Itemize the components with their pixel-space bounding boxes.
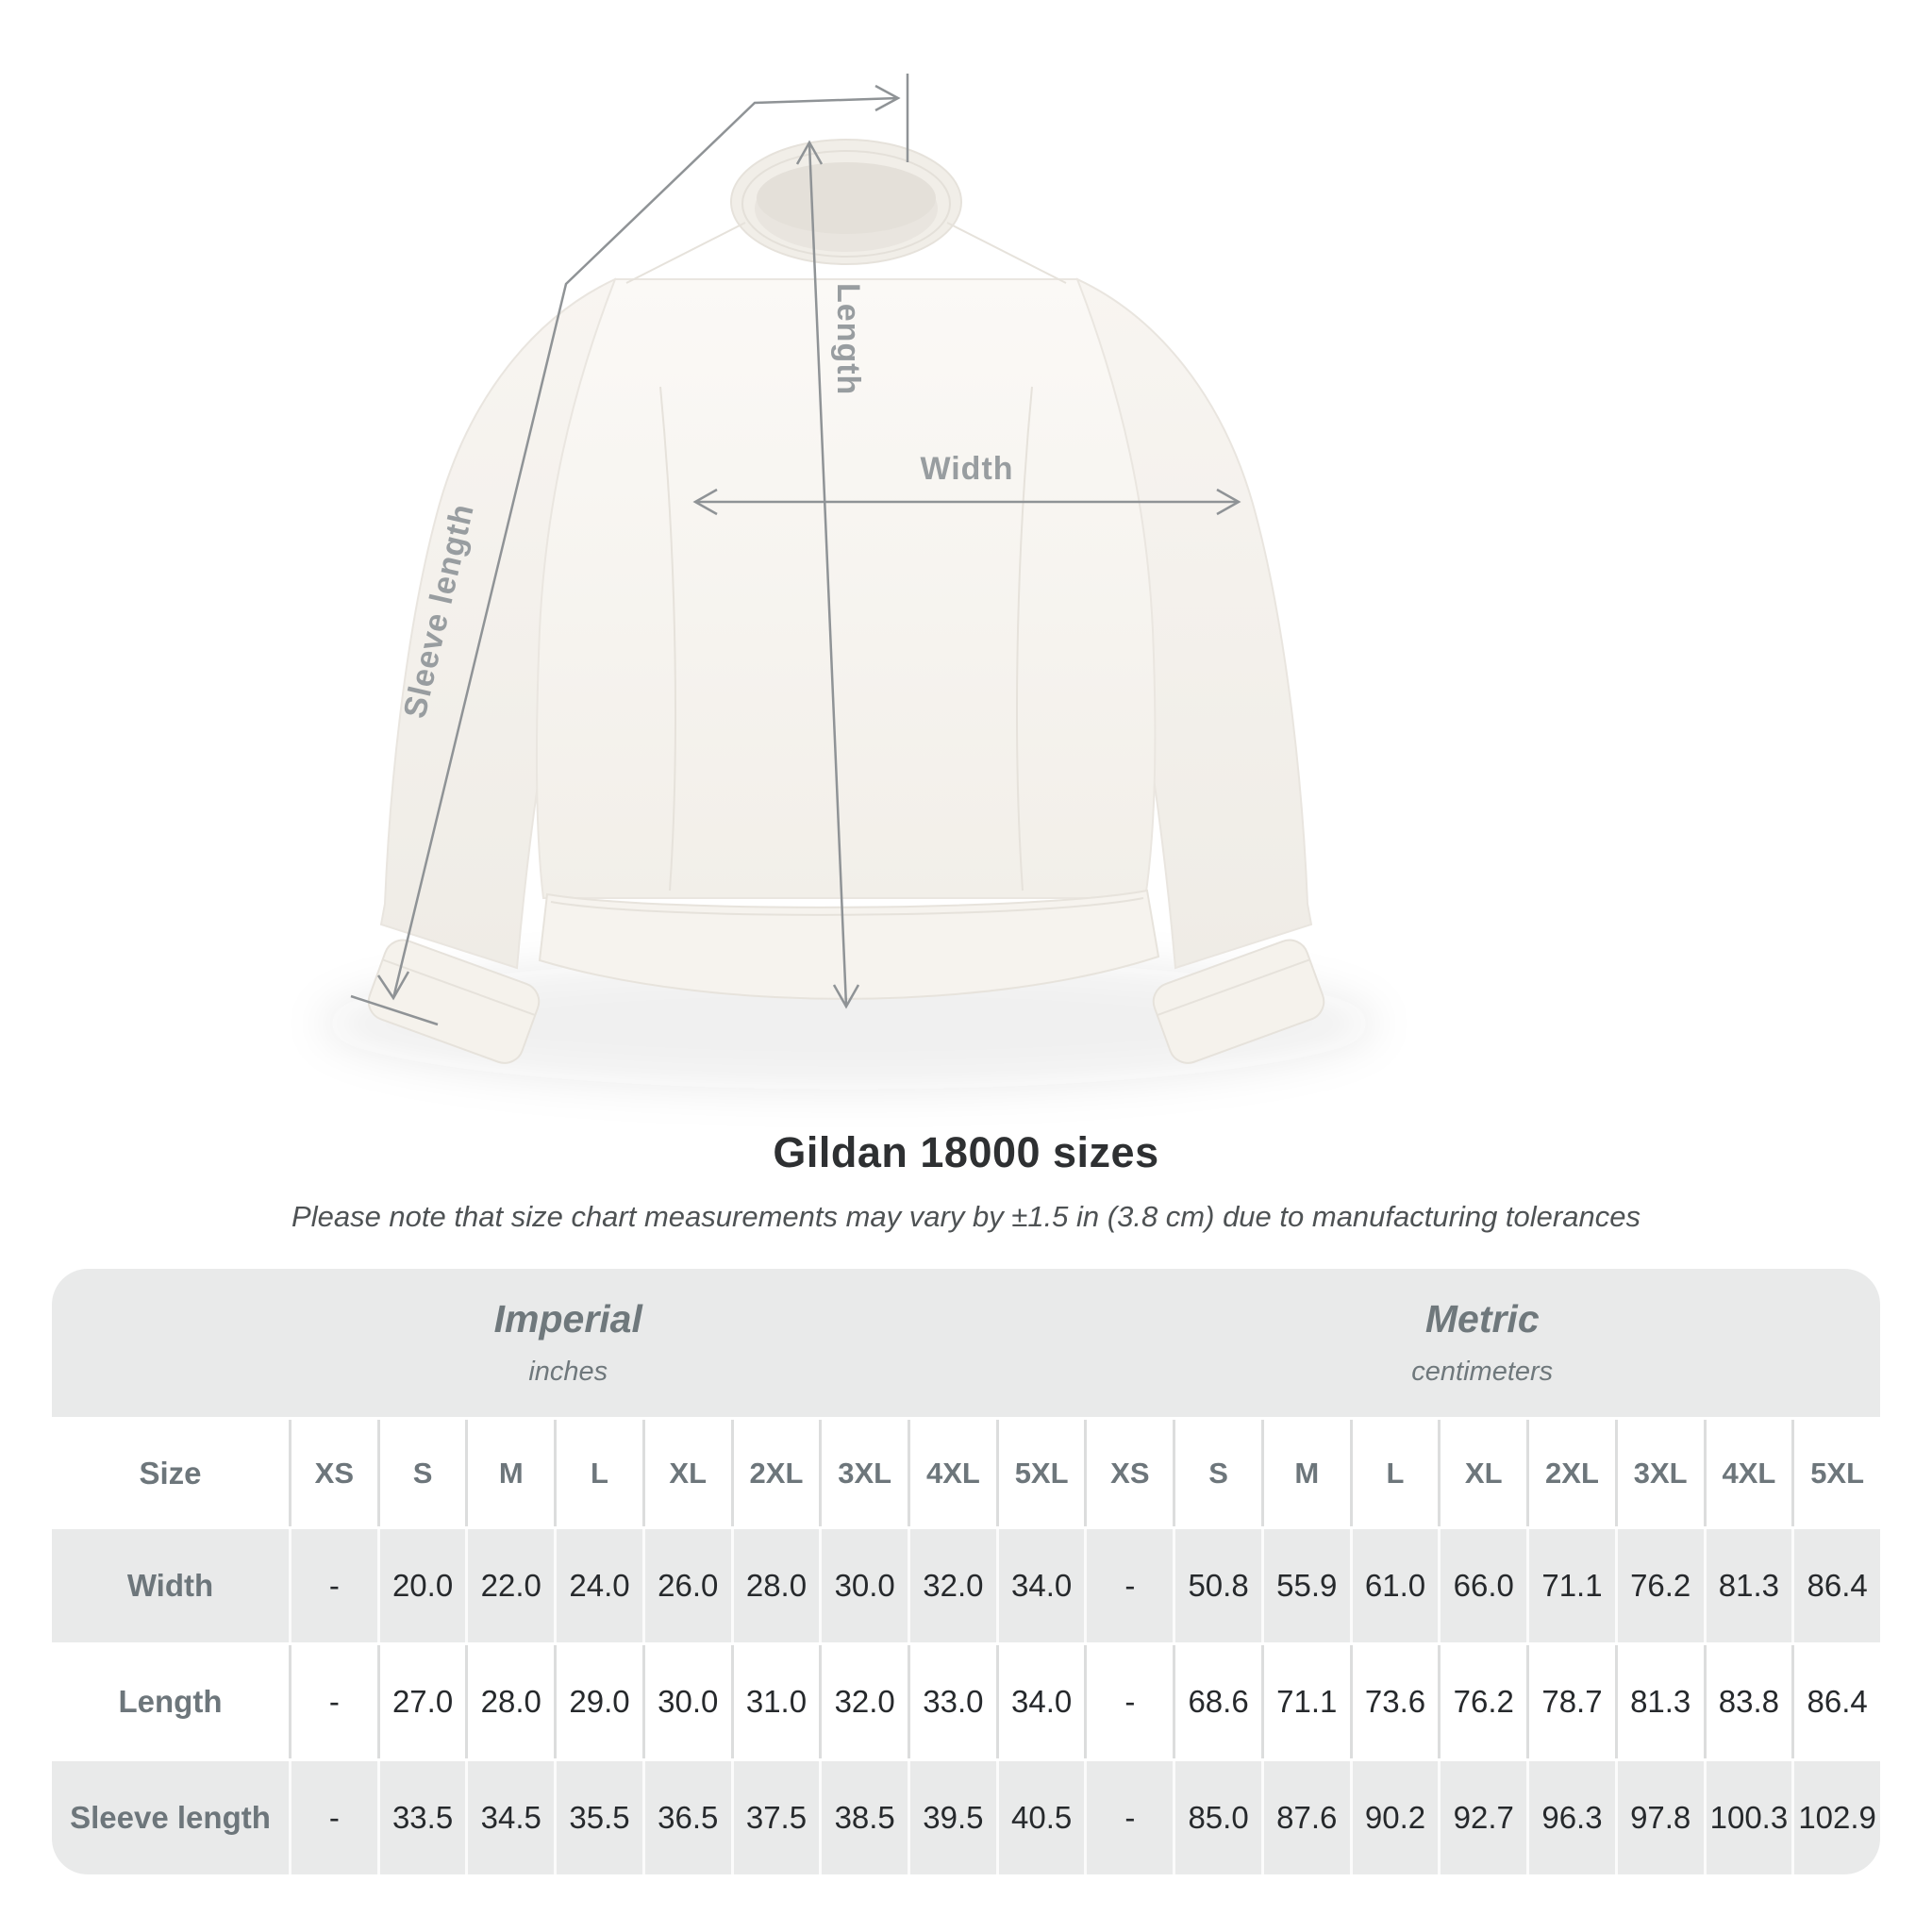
value-cell: 92.7 bbox=[1438, 1761, 1526, 1874]
value-cell: 78.7 bbox=[1526, 1645, 1615, 1758]
value-cell: 28.0 bbox=[465, 1645, 554, 1758]
value-cell: 76.2 bbox=[1438, 1645, 1526, 1758]
size-column-header: S bbox=[1173, 1420, 1261, 1526]
row-label: Width bbox=[126, 1568, 214, 1603]
table-row-sleeve-length bbox=[52, 1761, 1880, 1874]
table-row-width bbox=[52, 1529, 1880, 1642]
value-cell: 30.0 bbox=[819, 1529, 908, 1642]
value-cell: 26.0 bbox=[642, 1529, 731, 1642]
size-column-header: M bbox=[1261, 1420, 1350, 1526]
value-cell: 33.5 bbox=[377, 1761, 466, 1874]
value-cell: 29.0 bbox=[554, 1645, 642, 1758]
size-column-header: S bbox=[377, 1420, 466, 1526]
value-cell: 66.0 bbox=[1438, 1529, 1526, 1642]
value-cell: 34.0 bbox=[996, 1645, 1085, 1758]
value-cell: - bbox=[1084, 1761, 1173, 1874]
value-cell: 24.0 bbox=[554, 1529, 642, 1642]
size-header-row bbox=[52, 1420, 1880, 1526]
size-column-header: L bbox=[1350, 1420, 1439, 1526]
value-cell: 71.1 bbox=[1526, 1529, 1615, 1642]
value-cell: 34.0 bbox=[996, 1529, 1085, 1642]
right-shoulder-seam bbox=[947, 223, 1066, 283]
width-label: Width bbox=[920, 451, 1014, 487]
metric-header bbox=[1085, 1269, 1881, 1417]
table-row-length bbox=[52, 1645, 1880, 1758]
row-label: Sleeve length bbox=[70, 1800, 271, 1835]
value-cell: 81.3 bbox=[1615, 1645, 1704, 1758]
value-cell: 97.8 bbox=[1615, 1761, 1704, 1874]
value-cell: 85.0 bbox=[1173, 1761, 1261, 1874]
value-cell: 96.3 bbox=[1526, 1761, 1615, 1874]
size-column-header: 4XL bbox=[908, 1420, 996, 1526]
imperial-header bbox=[52, 1269, 1085, 1417]
size-column-header: 5XL bbox=[996, 1420, 1085, 1526]
value-cell: 76.2 bbox=[1615, 1529, 1704, 1642]
value-cell: 32.0 bbox=[908, 1529, 996, 1642]
value-cell: - bbox=[289, 1761, 377, 1874]
value-cell: 86.4 bbox=[1791, 1645, 1880, 1758]
value-cell: 27.0 bbox=[377, 1645, 466, 1758]
value-cell: 35.5 bbox=[554, 1761, 642, 1874]
value-cell: 31.0 bbox=[731, 1645, 820, 1758]
value-cell: 30.0 bbox=[642, 1645, 731, 1758]
tolerance-note: Please note that size chart measurements may vary by ±1.5 in (3.8 cm) due to manufacturing tolerances bbox=[291, 1200, 1641, 1233]
page-title: Gildan 18000 sizes bbox=[773, 1128, 1159, 1176]
metric-title: Metric bbox=[1424, 1297, 1540, 1341]
unit-header-band bbox=[52, 1269, 1880, 1417]
value-cell: 81.3 bbox=[1704, 1529, 1792, 1642]
size-column-header: XS bbox=[289, 1420, 377, 1526]
table-body bbox=[52, 1420, 1880, 1874]
value-cell: 87.6 bbox=[1261, 1761, 1350, 1874]
value-cell: 102.9 bbox=[1791, 1761, 1880, 1874]
value-cell: 68.6 bbox=[1173, 1645, 1261, 1758]
value-cell: 39.5 bbox=[908, 1761, 996, 1874]
value-cell: - bbox=[1084, 1645, 1173, 1758]
value-cell: 20.0 bbox=[377, 1529, 466, 1642]
value-cell: 83.8 bbox=[1704, 1645, 1792, 1758]
size-column-header: 3XL bbox=[1615, 1420, 1704, 1526]
metric-unit: centimeters bbox=[1411, 1357, 1554, 1387]
value-cell: 32.0 bbox=[819, 1645, 908, 1758]
size-column-header: L bbox=[554, 1420, 642, 1526]
value-cell: - bbox=[1084, 1529, 1173, 1642]
value-cell: 37.5 bbox=[731, 1761, 820, 1874]
size-column-header: 2XL bbox=[1526, 1420, 1615, 1526]
value-cell: 71.1 bbox=[1261, 1645, 1350, 1758]
value-cell: 73.6 bbox=[1350, 1645, 1439, 1758]
value-cell: 36.5 bbox=[642, 1761, 731, 1874]
size-column-header: XS bbox=[1084, 1420, 1173, 1526]
sleeve-length-label: Sleeve length bbox=[396, 500, 481, 722]
value-cell: 34.5 bbox=[465, 1761, 554, 1874]
size-column-header: XL bbox=[642, 1420, 731, 1526]
left-shoulder-seam bbox=[626, 223, 745, 283]
imperial-title: Imperial bbox=[493, 1297, 642, 1341]
value-cell: 50.8 bbox=[1173, 1529, 1261, 1642]
collar-inner-back bbox=[757, 162, 936, 234]
value-cell: - bbox=[289, 1529, 377, 1642]
value-cell: 100.3 bbox=[1704, 1761, 1792, 1874]
length-label: Length bbox=[830, 283, 866, 396]
value-cell: - bbox=[289, 1645, 377, 1758]
size-table bbox=[52, 1269, 1880, 1874]
value-cell: 55.9 bbox=[1261, 1529, 1350, 1642]
value-cell: 22.0 bbox=[465, 1529, 554, 1642]
size-column-header: M bbox=[465, 1420, 554, 1526]
row-label: Length bbox=[118, 1684, 223, 1719]
value-cell: 40.5 bbox=[996, 1761, 1085, 1874]
value-cell: 86.4 bbox=[1791, 1529, 1880, 1642]
size-column-header: 5XL bbox=[1791, 1420, 1880, 1526]
size-column-header: 3XL bbox=[819, 1420, 908, 1526]
value-cell: 28.0 bbox=[731, 1529, 820, 1642]
size-column-header: 2XL bbox=[731, 1420, 820, 1526]
value-cell: 90.2 bbox=[1350, 1761, 1439, 1874]
size-column-header: XL bbox=[1438, 1420, 1526, 1526]
value-cell: 38.5 bbox=[819, 1761, 908, 1874]
value-cell: 61.0 bbox=[1350, 1529, 1439, 1642]
size-corner-label: Size bbox=[139, 1455, 202, 1491]
imperial-unit: inches bbox=[528, 1357, 608, 1387]
size-column-header: 4XL bbox=[1704, 1420, 1792, 1526]
value-cell: 33.0 bbox=[908, 1645, 996, 1758]
